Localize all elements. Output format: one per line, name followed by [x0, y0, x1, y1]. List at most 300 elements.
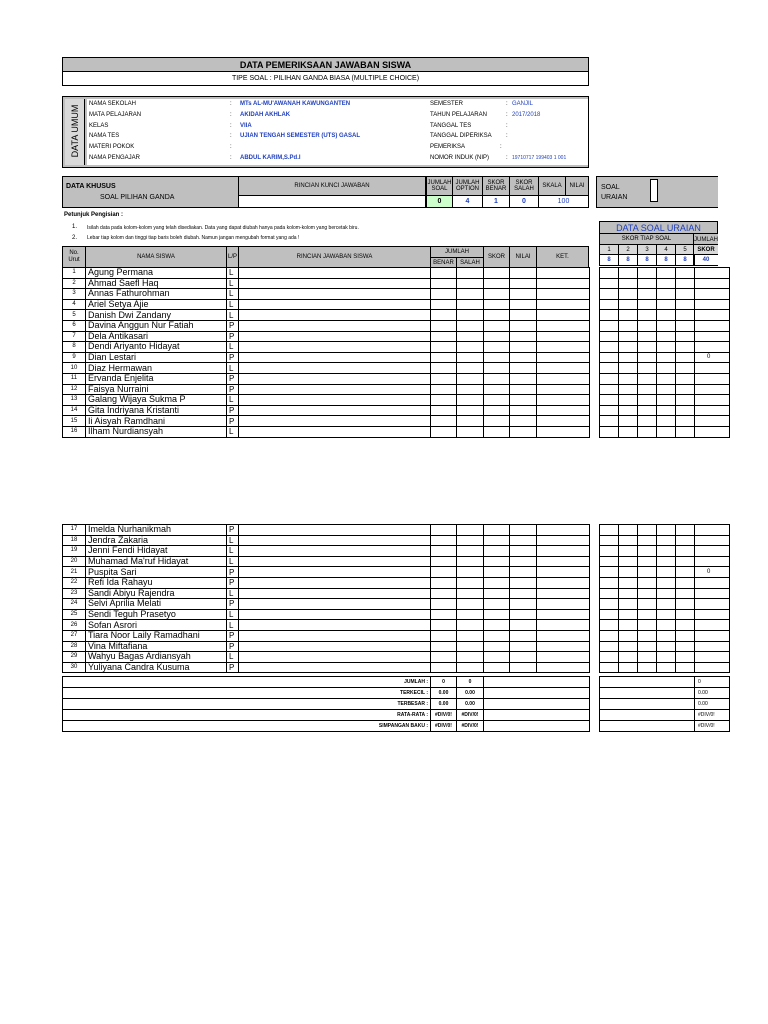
answer-cell[interactable] [484, 641, 510, 652]
answer-cell[interactable] [510, 416, 537, 427]
answer-cell[interactable] [537, 395, 590, 406]
answer-cell[interactable] [484, 289, 510, 300]
uraian-score-cell[interactable] [657, 289, 676, 300]
uraian-score-cell[interactable] [619, 373, 638, 384]
answer-cell[interactable] [484, 342, 510, 353]
answer-cell[interactable] [484, 630, 510, 641]
answer-cell[interactable] [537, 342, 590, 353]
answer-cell[interactable] [431, 652, 457, 663]
answer-cell[interactable] [484, 405, 510, 416]
uraian-score-cell[interactable] [600, 310, 619, 321]
answer-cell[interactable] [484, 662, 510, 673]
uraian-score-cell[interactable] [676, 620, 695, 631]
uraian-score-cell[interactable] [619, 278, 638, 289]
answer-cell[interactable] [484, 599, 510, 610]
student-name[interactable]: Dendi Ariyanto Hidayat [86, 342, 227, 353]
answer-cell[interactable] [537, 320, 590, 331]
uraian-score-cell[interactable] [600, 289, 619, 300]
uraian-score-cell[interactable] [657, 363, 676, 374]
uraian-score-cell[interactable] [657, 268, 676, 279]
uraian-score-cell[interactable] [619, 363, 638, 374]
uraian-score-cell[interactable] [600, 662, 619, 673]
answer-cell[interactable] [239, 630, 431, 641]
uraian-col-score[interactable]: 8 [618, 254, 638, 266]
uraian-score-cell[interactable] [600, 363, 619, 374]
answer-cell[interactable] [239, 620, 431, 631]
uraian-score-cell[interactable] [657, 652, 676, 663]
uraian-col-score[interactable]: 8 [599, 254, 619, 266]
uraian-score-cell[interactable] [600, 567, 619, 578]
student-gender[interactable]: L [227, 268, 239, 279]
uraian-score-cell[interactable] [676, 268, 695, 279]
answer-cell[interactable] [239, 567, 431, 578]
answer-cell[interactable] [537, 620, 590, 631]
uraian-score-cell[interactable] [657, 599, 676, 610]
answer-cell[interactable] [239, 525, 431, 536]
uraian-score-cell[interactable] [619, 289, 638, 300]
answer-cell[interactable] [510, 630, 537, 641]
student-name[interactable]: Imelda Nurhanikmah [86, 525, 227, 536]
student-gender[interactable]: P [227, 577, 239, 588]
student-name[interactable]: Gita Indriyana Kristanti [86, 405, 227, 416]
answer-cell[interactable] [537, 599, 590, 610]
uraian-score-cell[interactable] [619, 620, 638, 631]
answer-cell[interactable] [431, 384, 457, 395]
umum-value[interactable]: UJIAN TENGAH SEMESTER (UTS) GASAL [240, 133, 361, 140]
uraian-col-score[interactable]: 8 [656, 254, 676, 266]
uraian-score-cell[interactable] [600, 395, 619, 406]
student-name[interactable]: Jendra Zakaria [86, 535, 227, 546]
uraian-col-score[interactable]: 8 [637, 254, 657, 266]
answer-cell[interactable] [537, 289, 590, 300]
answer-cell[interactable] [484, 588, 510, 599]
soal-uraian-checkbox[interactable] [650, 179, 658, 202]
answer-cell[interactable] [510, 556, 537, 567]
uraian-score-cell[interactable] [676, 546, 695, 557]
uraian-score-cell[interactable] [600, 331, 619, 342]
answer-cell[interactable] [510, 395, 537, 406]
uraian-score-cell[interactable] [619, 535, 638, 546]
uraian-score-cell[interactable] [619, 405, 638, 416]
uraian-score-cell[interactable] [657, 342, 676, 353]
uraian-score-cell[interactable] [657, 609, 676, 620]
student-gender[interactable]: P [227, 416, 239, 427]
uraian-score-cell[interactable] [676, 525, 695, 536]
answer-cell[interactable] [431, 320, 457, 331]
answer-cell[interactable] [537, 416, 590, 427]
uraian-score-cell[interactable] [676, 588, 695, 599]
uraian-score-cell[interactable] [619, 268, 638, 279]
answer-cell[interactable] [431, 546, 457, 557]
student-gender[interactable]: P [227, 331, 239, 342]
answer-cell[interactable] [431, 630, 457, 641]
answer-cell[interactable] [484, 535, 510, 546]
umum-value[interactable]: 19710717 199403 1 001 [512, 155, 567, 161]
answer-cell[interactable] [457, 426, 484, 437]
student-name[interactable]: Dian Lestari [86, 352, 227, 363]
student-gender[interactable]: L [227, 546, 239, 557]
uraian-score-cell[interactable] [619, 567, 638, 578]
uraian-score-cell[interactable] [676, 331, 695, 342]
uraian-score-cell[interactable] [619, 609, 638, 620]
answer-cell[interactable] [457, 535, 484, 546]
answer-cell[interactable] [537, 363, 590, 374]
student-name[interactable]: Tiara Noor Laily Ramadhani [86, 630, 227, 641]
student-name[interactable]: Davina Anggun Nur Fatiah [86, 320, 227, 331]
answer-cell[interactable] [239, 416, 431, 427]
student-gender[interactable]: L [227, 310, 239, 321]
student-name[interactable]: Annas Fathurohman [86, 289, 227, 300]
student-name[interactable]: Puspita Sari [86, 567, 227, 578]
uraian-score-cell[interactable] [619, 546, 638, 557]
student-gender[interactable]: L [227, 278, 239, 289]
answer-cell[interactable] [431, 331, 457, 342]
answer-cell[interactable] [457, 620, 484, 631]
answer-cell[interactable] [484, 620, 510, 631]
student-name[interactable]: Sendi Teguh Prasetyo [86, 609, 227, 620]
answer-cell[interactable] [457, 289, 484, 300]
answer-cell[interactable] [457, 384, 484, 395]
uraian-score-cell[interactable] [657, 641, 676, 652]
student-name[interactable]: Ervanda Enjelita [86, 373, 227, 384]
student-name[interactable]: Diaz Hermawan [86, 363, 227, 374]
uraian-score-cell[interactable] [619, 352, 638, 363]
answer-cell[interactable] [431, 373, 457, 384]
answer-cell[interactable] [510, 525, 537, 536]
answer-cell[interactable] [239, 268, 431, 279]
uraian-score-cell[interactable] [600, 525, 619, 536]
uraian-score-cell[interactable] [657, 546, 676, 557]
uraian-score-cell[interactable] [638, 278, 657, 289]
uraian-score-cell[interactable] [600, 278, 619, 289]
student-name[interactable]: Vina Miftafiana [86, 641, 227, 652]
answer-cell[interactable] [510, 278, 537, 289]
student-gender[interactable]: L [227, 620, 239, 631]
answer-cell[interactable] [510, 620, 537, 631]
answer-cell[interactable] [510, 588, 537, 599]
answer-cell[interactable] [431, 525, 457, 536]
answer-cell[interactable] [537, 278, 590, 289]
answer-cell[interactable] [484, 320, 510, 331]
uraian-score-cell[interactable] [619, 662, 638, 673]
umum-value[interactable]: AKIDAH AKHLAK [240, 111, 291, 118]
uraian-score-cell[interactable] [657, 416, 676, 427]
answer-cell[interactable] [239, 395, 431, 406]
answer-cell[interactable] [484, 278, 510, 289]
uraian-score-cell[interactable] [619, 652, 638, 663]
answer-cell[interactable] [537, 426, 590, 437]
answer-cell[interactable] [239, 384, 431, 395]
answer-cell[interactable] [239, 426, 431, 437]
uraian-score-cell[interactable] [676, 662, 695, 673]
uraian-score-cell[interactable] [638, 342, 657, 353]
student-name[interactable]: Agung Permana [86, 268, 227, 279]
uraian-score-cell[interactable] [619, 395, 638, 406]
answer-cell[interactable] [510, 352, 537, 363]
answer-cell[interactable] [510, 268, 537, 279]
uraian-score-cell[interactable] [638, 662, 657, 673]
uraian-score-cell[interactable] [657, 331, 676, 342]
answer-cell[interactable] [431, 342, 457, 353]
answer-cell[interactable] [457, 342, 484, 353]
answer-cell[interactable] [484, 299, 510, 310]
uraian-score-cell[interactable] [619, 577, 638, 588]
answer-cell[interactable] [457, 299, 484, 310]
answer-cell[interactable] [510, 331, 537, 342]
uraian-score-cell[interactable] [600, 535, 619, 546]
uraian-score-cell[interactable] [600, 416, 619, 427]
student-gender[interactable]: L [227, 588, 239, 599]
answer-cell[interactable] [431, 352, 457, 363]
uraian-score-cell[interactable] [676, 352, 695, 363]
uraian-score-cell[interactable] [619, 320, 638, 331]
answer-cell[interactable] [431, 289, 457, 300]
student-gender[interactable]: P [227, 599, 239, 610]
uraian-score-cell[interactable] [619, 331, 638, 342]
answer-cell[interactable] [457, 352, 484, 363]
uraian-score-cell[interactable] [600, 609, 619, 620]
answer-cell[interactable] [537, 577, 590, 588]
answer-cell[interactable] [484, 331, 510, 342]
answer-cell[interactable] [484, 384, 510, 395]
answer-cell[interactable] [510, 546, 537, 557]
answer-cell[interactable] [510, 599, 537, 610]
answer-cell[interactable] [431, 405, 457, 416]
uraian-score-cell[interactable] [676, 556, 695, 567]
uraian-score-cell[interactable] [619, 299, 638, 310]
uraian-score-cell[interactable] [619, 384, 638, 395]
answer-cell[interactable] [537, 352, 590, 363]
answer-cell[interactable] [457, 556, 484, 567]
uraian-score-cell[interactable] [638, 363, 657, 374]
answer-cell[interactable] [484, 395, 510, 406]
uraian-score-cell[interactable] [657, 405, 676, 416]
uraian-score-cell[interactable] [600, 320, 619, 331]
uraian-score-cell[interactable] [676, 416, 695, 427]
answer-cell[interactable] [484, 416, 510, 427]
uraian-score-cell[interactable] [619, 342, 638, 353]
answer-cell[interactable] [457, 546, 484, 557]
uraian-score-cell[interactable] [676, 405, 695, 416]
umum-value[interactable]: MTs AL-MU'AWANAH KAWUNGANTEN [240, 101, 351, 107]
answer-cell[interactable] [484, 373, 510, 384]
uraian-score-cell[interactable] [638, 577, 657, 588]
uraian-score-cell[interactable] [638, 405, 657, 416]
answer-cell[interactable] [431, 299, 457, 310]
uraian-score-cell[interactable] [657, 395, 676, 406]
uraian-score-cell[interactable] [600, 342, 619, 353]
answer-cell[interactable] [457, 652, 484, 663]
uraian-score-cell[interactable] [638, 609, 657, 620]
uraian-score-cell[interactable] [638, 535, 657, 546]
uraian-score-cell[interactable] [638, 310, 657, 321]
student-name[interactable]: Sofan Asrori [86, 620, 227, 631]
uraian-score-cell[interactable] [638, 331, 657, 342]
uraian-score-cell[interactable] [676, 363, 695, 374]
answer-cell[interactable] [431, 363, 457, 374]
answer-cell[interactable] [484, 426, 510, 437]
answer-cell[interactable] [457, 278, 484, 289]
student-name[interactable]: Ilham Nurdiansyah [86, 426, 227, 437]
student-gender[interactable]: P [227, 384, 239, 395]
uraian-score-cell[interactable] [676, 320, 695, 331]
answer-cell[interactable] [510, 320, 537, 331]
answer-cell[interactable] [537, 268, 590, 279]
uraian-score-cell[interactable] [638, 426, 657, 437]
student-name[interactable]: Muhamad Ma'ruf Hidayat [86, 556, 227, 567]
student-gender[interactable]: P [227, 373, 239, 384]
umum-value[interactable]: ABDUL KARIM,S.Pd.I [240, 155, 301, 161]
uraian-score-cell[interactable] [657, 352, 676, 363]
student-name[interactable]: Jenni Fendi Hidayat [86, 546, 227, 557]
answer-cell[interactable] [537, 588, 590, 599]
answer-cell[interactable] [431, 620, 457, 631]
uraian-score-cell[interactable] [600, 599, 619, 610]
answer-cell[interactable] [457, 268, 484, 279]
uraian-score-cell[interactable] [638, 384, 657, 395]
uraian-score-cell[interactable] [638, 652, 657, 663]
uraian-score-cell[interactable] [600, 577, 619, 588]
uraian-score-cell[interactable] [600, 426, 619, 437]
answer-cell[interactable] [484, 556, 510, 567]
student-gender[interactable]: P [227, 662, 239, 673]
uraian-score-cell[interactable] [600, 352, 619, 363]
uraian-score-cell[interactable] [657, 556, 676, 567]
answer-cell[interactable] [510, 609, 537, 620]
student-gender[interactable]: P [227, 352, 239, 363]
uraian-score-cell[interactable] [676, 535, 695, 546]
student-gender[interactable]: P [227, 525, 239, 536]
uraian-score-cell[interactable] [619, 556, 638, 567]
student-gender[interactable]: L [227, 299, 239, 310]
answer-cell[interactable] [457, 662, 484, 673]
student-gender[interactable]: L [227, 426, 239, 437]
answer-cell[interactable] [537, 567, 590, 578]
uraian-score-cell[interactable] [619, 310, 638, 321]
uraian-score-cell[interactable] [619, 630, 638, 641]
student-gender[interactable]: P [227, 405, 239, 416]
student-name[interactable]: Selvi Aprilia Melati [86, 599, 227, 610]
uraian-score-cell[interactable] [638, 289, 657, 300]
uraian-score-cell[interactable] [638, 525, 657, 536]
answer-cell[interactable] [457, 363, 484, 374]
uraian-score-cell[interactable] [600, 405, 619, 416]
uraian-score-cell[interactable] [676, 652, 695, 663]
answer-cell[interactable] [537, 405, 590, 416]
student-gender[interactable]: P [227, 567, 239, 578]
uraian-score-cell[interactable] [676, 289, 695, 300]
answer-cell[interactable] [457, 525, 484, 536]
answer-cell[interactable] [537, 652, 590, 663]
student-gender[interactable]: L [227, 535, 239, 546]
uraian-score-cell[interactable] [619, 416, 638, 427]
student-name[interactable]: Refi Ida Rahayu [86, 577, 227, 588]
answer-cell[interactable] [537, 310, 590, 321]
answer-cell[interactable] [457, 630, 484, 641]
v-jumlah-option[interactable]: 4 [452, 195, 483, 208]
uraian-score-cell[interactable] [600, 588, 619, 599]
umum-value[interactable]: GANJIL [512, 101, 534, 107]
answer-cell[interactable] [510, 662, 537, 673]
answer-cell[interactable] [431, 662, 457, 673]
answer-cell[interactable] [239, 599, 431, 610]
uraian-score-cell[interactable] [600, 641, 619, 652]
uraian-score-cell[interactable] [657, 310, 676, 321]
answer-cell[interactable] [431, 535, 457, 546]
uraian-score-cell[interactable] [638, 567, 657, 578]
answer-cell[interactable] [510, 577, 537, 588]
answer-cell[interactable] [431, 588, 457, 599]
answer-cell[interactable] [431, 268, 457, 279]
uraian-score-cell[interactable] [638, 588, 657, 599]
uraian-score-cell[interactable] [600, 620, 619, 631]
student-name[interactable]: Sandi Abiyu Rajendra [86, 588, 227, 599]
answer-cell[interactable] [457, 395, 484, 406]
uraian-score-cell[interactable] [657, 630, 676, 641]
student-gender[interactable]: L [227, 609, 239, 620]
answer-cell[interactable] [239, 373, 431, 384]
uraian-score-cell[interactable] [638, 416, 657, 427]
answer-cell[interactable] [510, 384, 537, 395]
answer-cell[interactable] [457, 577, 484, 588]
answer-cell[interactable] [239, 331, 431, 342]
uraian-score-cell[interactable] [657, 535, 676, 546]
answer-cell[interactable] [537, 662, 590, 673]
student-name[interactable]: Ariel Setya Ajie [86, 299, 227, 310]
answer-cell[interactable] [510, 426, 537, 437]
uraian-score-cell[interactable] [638, 373, 657, 384]
uraian-score-cell[interactable] [676, 599, 695, 610]
uraian-score-cell[interactable] [619, 588, 638, 599]
answer-cell[interactable] [457, 641, 484, 652]
uraian-score-cell[interactable] [600, 652, 619, 663]
answer-cell[interactable] [239, 641, 431, 652]
v-skor-salah[interactable]: 0 [509, 195, 539, 208]
answer-cell[interactable] [457, 416, 484, 427]
umum-value[interactable]: VIIA [240, 122, 252, 129]
answer-cell[interactable] [484, 577, 510, 588]
answer-cell[interactable] [239, 662, 431, 673]
uraian-score-cell[interactable] [638, 641, 657, 652]
answer-cell[interactable] [484, 609, 510, 620]
answer-cell[interactable] [457, 599, 484, 610]
uraian-score-cell[interactable] [638, 320, 657, 331]
uraian-score-cell[interactable] [676, 384, 695, 395]
student-gender[interactable]: L [227, 395, 239, 406]
answer-cell[interactable] [457, 609, 484, 620]
answer-cell[interactable] [537, 609, 590, 620]
uraian-score-cell[interactable] [676, 567, 695, 578]
uraian-score-cell[interactable] [638, 268, 657, 279]
student-name[interactable]: Faisya Nurraini [86, 384, 227, 395]
answer-cell[interactable] [239, 588, 431, 599]
answer-cell[interactable] [457, 331, 484, 342]
uraian-score-cell[interactable] [619, 599, 638, 610]
uraian-score-cell[interactable] [638, 630, 657, 641]
answer-cell[interactable] [239, 320, 431, 331]
answer-cell[interactable] [457, 567, 484, 578]
answer-cell[interactable] [510, 652, 537, 663]
uraian-score-cell[interactable] [638, 352, 657, 363]
student-name[interactable]: Ahmad Saefl Haq [86, 278, 227, 289]
uraian-score-cell[interactable] [600, 268, 619, 279]
uraian-score-cell[interactable] [638, 546, 657, 557]
uraian-score-cell[interactable] [657, 426, 676, 437]
uraian-score-cell[interactable] [657, 373, 676, 384]
answer-cell[interactable] [239, 556, 431, 567]
student-gender[interactable]: L [227, 289, 239, 300]
student-name[interactable]: Wahyu Bagas Ardiansyah [86, 652, 227, 663]
